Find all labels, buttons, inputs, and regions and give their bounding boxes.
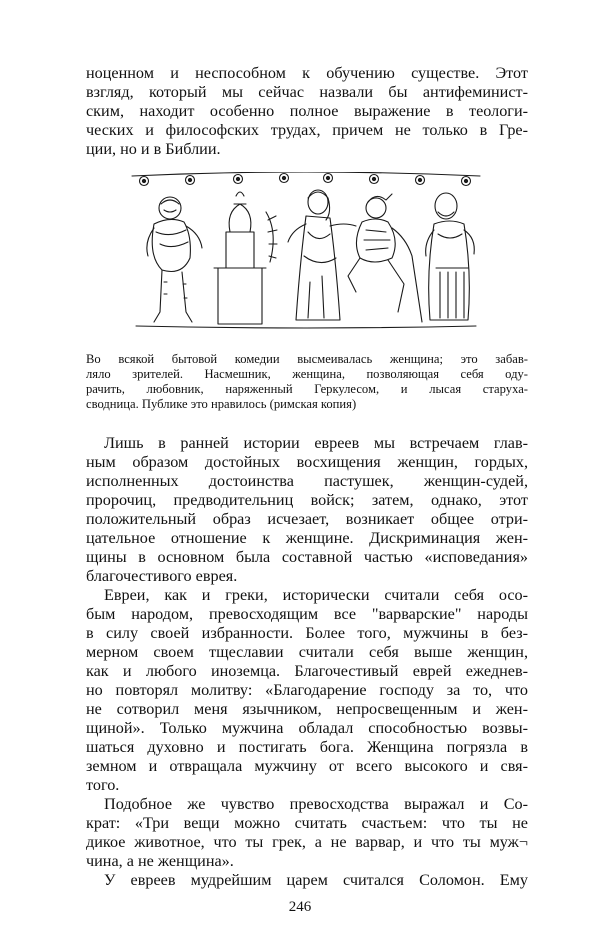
body-line: бым народом, превосходящим все "варварские" народы [86, 605, 528, 623]
intro-line: ции, но и в Библии. [86, 140, 221, 158]
body-line: не сотворил меня язычником, непросвещенным и жен- [86, 700, 528, 718]
body-line: Лишь в ранней истории евреев мы встречаем глав- [104, 434, 528, 452]
body-line: земном и отвращала мужчину от всего высокого и свя- [86, 757, 528, 775]
body-line: щиной». Только мужчина обладал способностью возвы- [86, 719, 528, 737]
comedy-scene-illustration [130, 172, 482, 332]
intro-line: ским, находит особенно полное выражение в теологи- [86, 102, 528, 120]
body-line: того. [86, 776, 120, 794]
body-line: мерном своем тщеславии считали себя выше женщин, [86, 643, 528, 661]
body-line: цательное отношение к женщине. Дискриминация жен- [86, 529, 528, 547]
page-number: 246 [288, 899, 312, 915]
intro-line: взгляд, который мы сейчас назвали бы антифеминист- [86, 83, 528, 101]
body-line: пророчиц, предводительниц войск; затем, однако, этот [86, 491, 528, 509]
body-line: благочестивого еврея. [86, 567, 238, 585]
intro-line: ческих и философских трудах, причем не только в Гре- [86, 121, 528, 139]
body-line: щины в основном была составной частью «исповедания» [86, 548, 528, 566]
body-line: чина, а не женщина». [86, 852, 234, 870]
body-line: Подобное же чувство превосходства выражал и Со- [104, 795, 528, 813]
body-line: как и любого иноземца. Благочестивый еврей ежеднев- [86, 662, 528, 680]
caption-line: рачить, любовник, наряженный Геркулесом, и лысая старуха- [86, 382, 528, 396]
body-line: У евреев мудрейшим царем считался Соломон. Ему [104, 871, 528, 889]
body-line: крат: «Три вещи можно считать счастьем: что ты не [86, 814, 528, 832]
body-line: дикое животное, что ты грек, а не варвар, и что ты муж¬ [86, 833, 528, 851]
body-line: положительный образ исчезает, возникает общее отри- [86, 510, 528, 528]
body-line: но повторял молитву: «Благодарение господу за то, что [86, 681, 528, 699]
body-line: в силу своей избранности. Более того, мужчины в без- [86, 624, 528, 642]
body-line: шаться духовно и постигать бога. Женщина погрязла в [86, 738, 528, 756]
body-line: Евреи, как и греки, исторически считали себя осо- [104, 586, 528, 604]
body-line: ным образом достойных восхищения женщин, гордых, [86, 453, 528, 471]
caption-line: сводница. Публике это нравилось (римская копия) [86, 397, 357, 411]
body-line: исполненных достоинства пастушек, женщин-судей, [86, 472, 528, 490]
intro-line: ноценном и неспособном к обучению существе. Этот [86, 64, 528, 82]
caption-line: ляло зрителей. Насмешник, женщина, позволяющая себя оду- [86, 367, 528, 381]
caption-line: Во всякой бытовой комедии высмеивалась женщина; это забав- [86, 352, 528, 366]
